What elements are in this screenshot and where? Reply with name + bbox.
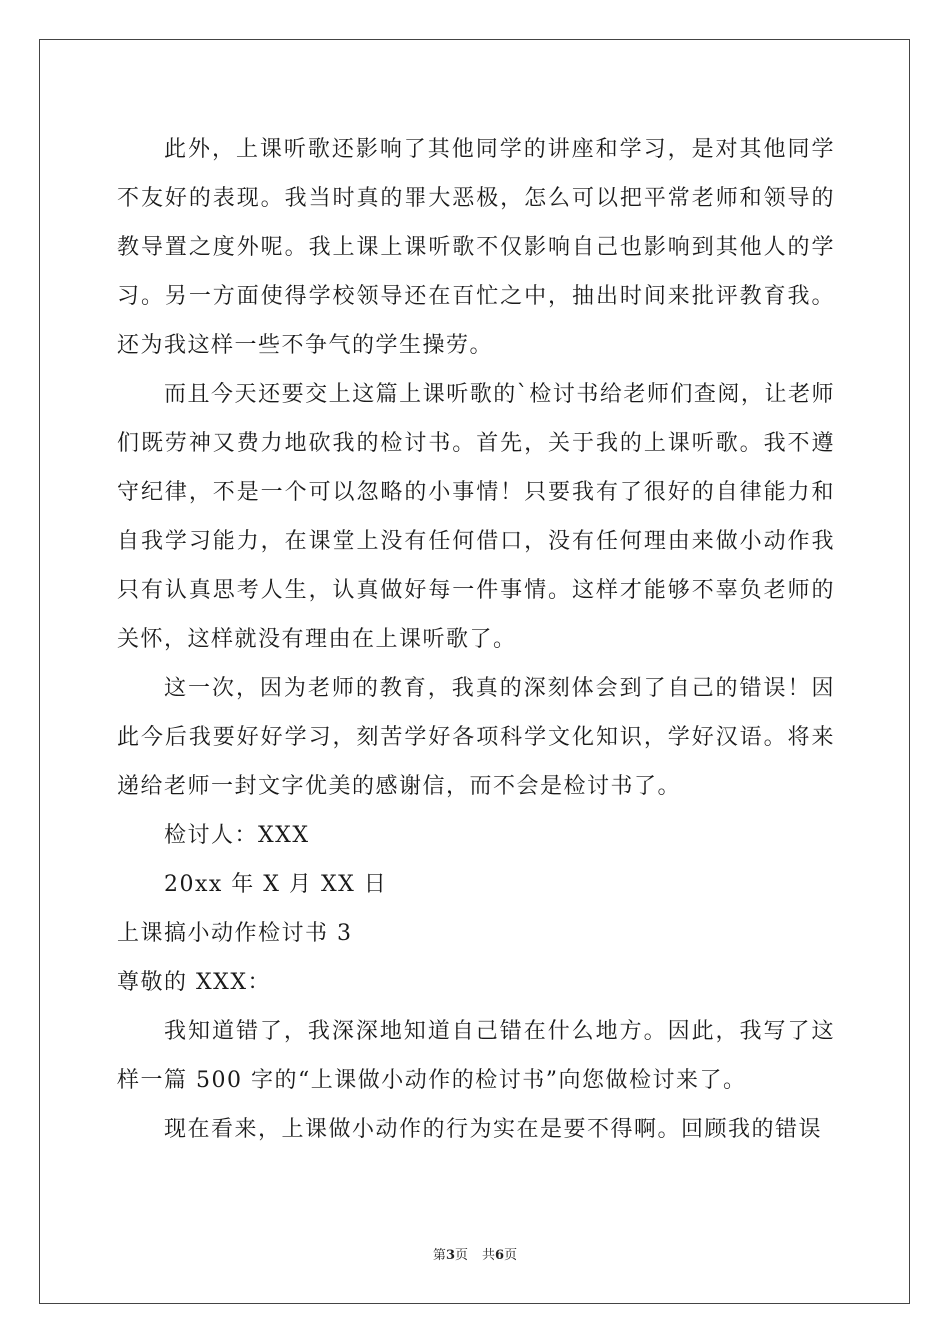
page-current-number: 3 — [445, 1248, 455, 1263]
paragraph: 这一次，因为老师的教育，我真的深刻体会到了自己的错误！因此今后我要好好学习，刻苦学好各项科学文化知识，学好汉语。将来递给老师一封文字优美的感谢信，而不会是检讨书了。 — [117, 676, 835, 799]
salutation: 尊敬的 XXX： — [117, 970, 271, 995]
page-footer — [0, 1247, 950, 1265]
paragraph: 而且今天还要交上这篇上课听歌的`检讨书给老师们查阅，让老师们既劳神又费力地砍我的检讨书。首先，关于我的上课听歌。我不遵守纪律，不是一个可以忽略的小事情！只要我有了很好的自律能力和自我学习能力，在课堂上没有任何借口，没有任何理由来做小动作我只有认真思考人生，认真做好每一件事情。这样才能够不辜负老师的关怀，这样就没有理由在上课听歌了。 — [117, 382, 835, 652]
paragraph: 此外，上课听歌还影响了其他同学的讲座和学习，是对其他同学不友好的表现。我当时真的罪大恶极，怎么可以把平常老师和领导的教导置之度外呢。我上课上课听歌不仅影响自己也影响到其他人的学习。另一方面使得学校领导还在百忙之中，抽出时间来批评教育我。还为我这样一些不争气的学生操劳。 — [117, 137, 835, 358]
total-prefix: 共 — [482, 1248, 496, 1263]
signature-line: 检讨人：XXX — [164, 823, 310, 848]
page-total-number: 6 — [495, 1248, 505, 1263]
paragraph: 我知道错了，我深深地知道自己错在什么地方。因此，我写了这样一篇 500 字的“上课做小动作的检讨书”向您做检讨来了。 — [117, 1019, 835, 1093]
section-heading: 上课搞小动作检讨书 3 — [117, 921, 353, 946]
total-suffix: 页 — [504, 1248, 518, 1263]
page-suffix: 页 — [454, 1248, 468, 1263]
page-prefix: 第 — [432, 1248, 446, 1263]
paragraph: 现在看来，上课做小动作的行为实在是要不得啊。回顾我的错误 — [164, 1117, 823, 1142]
date-line: 20xx 年 X 月 XX 日 — [164, 872, 388, 897]
document-body — [117, 125, 835, 1154]
